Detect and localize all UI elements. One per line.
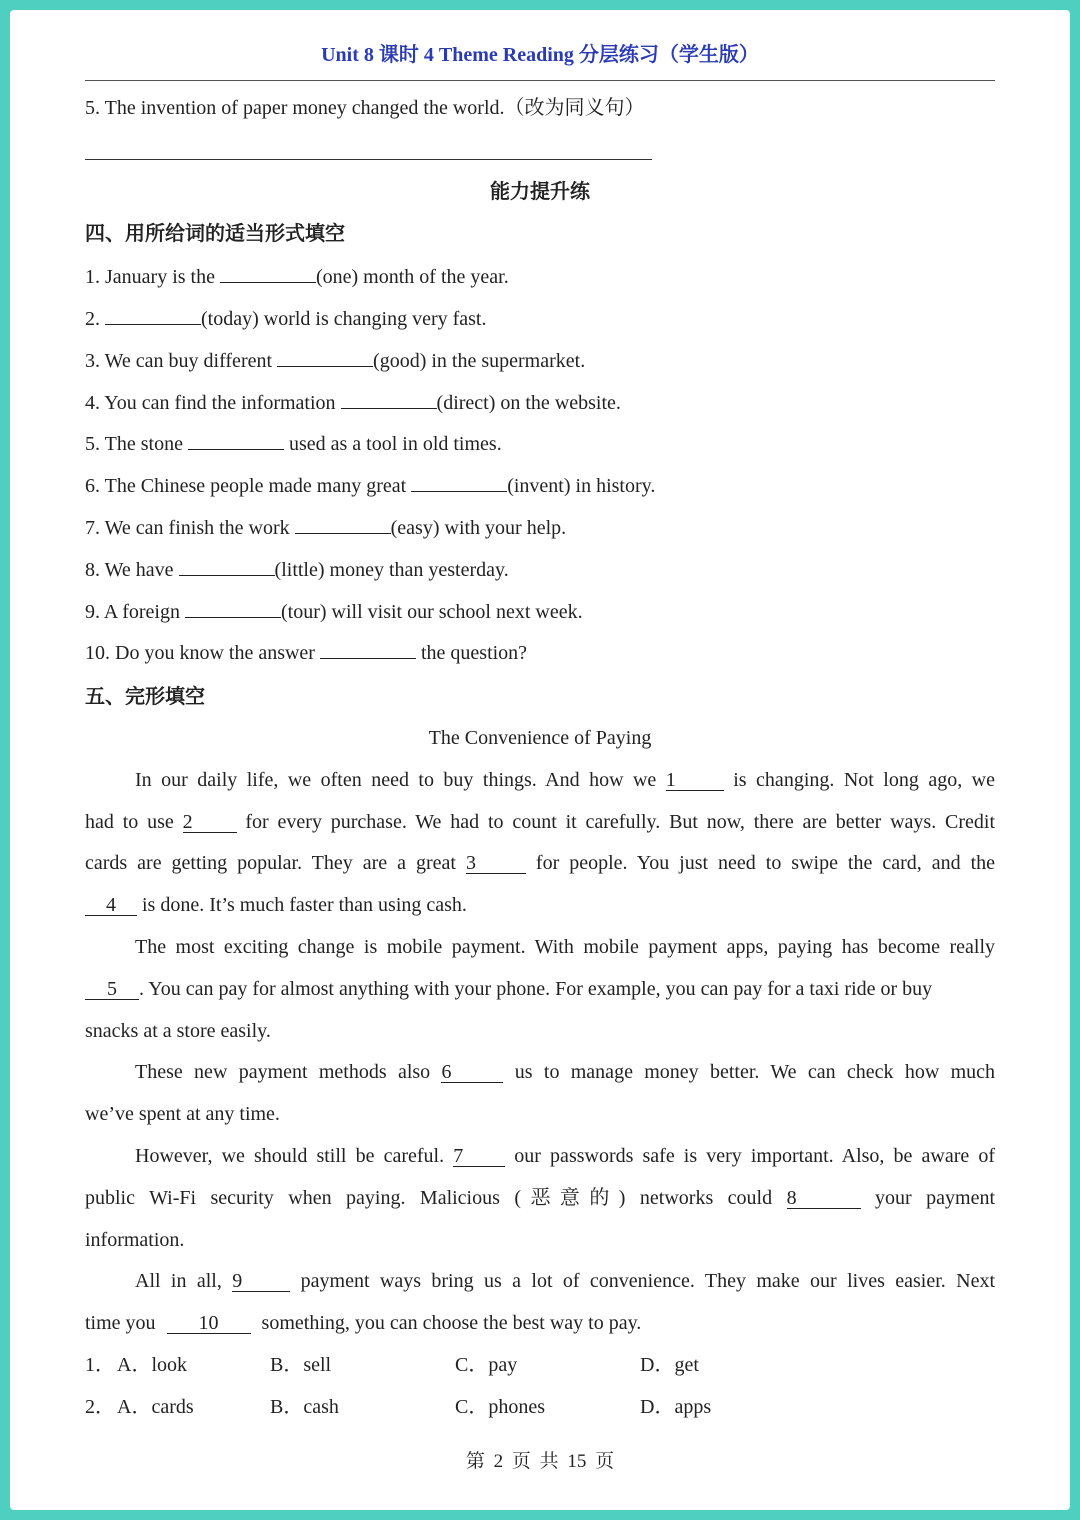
option-number: 1． — [85, 1354, 115, 1376]
option-b[interactable]: B．cash — [270, 1396, 339, 1418]
option-c[interactable]: C．pay — [455, 1354, 518, 1376]
option-number: 2． — [85, 1396, 115, 1418]
cloze-blank-8[interactable]: 8 — [787, 1188, 861, 1209]
header-divider — [85, 80, 995, 81]
passage-line: had to use 2 for every purchase. We had to count it carefully. But now, there are better ways. Credit — [85, 811, 996, 833]
answer-blank[interactable] — [295, 514, 391, 534]
cloze-blank-9[interactable]: 9 — [232, 1271, 290, 1292]
passage-line: These new payment methods also 6 us to manage money better. We can check how much — [135, 1061, 996, 1083]
fill-item-7: 7. We can finish the work (easy) with your help. — [85, 514, 995, 540]
option-d[interactable]: D．get — [640, 1354, 699, 1376]
answer-blank[interactable] — [320, 639, 416, 659]
passage-line: information. — [85, 1229, 185, 1251]
part4-title: 四、用所给词的适当形式填空 — [85, 221, 345, 245]
answer-blank[interactable] — [179, 556, 275, 576]
header-title: Unit 8 课时 4 Theme Reading 分层练习（学生版） — [321, 44, 759, 66]
option-c[interactable]: C．phones — [455, 1396, 545, 1418]
cloze-blank-3[interactable]: 3 — [466, 853, 526, 874]
passage-line: 5 . You can pay for almost anything with your phone. For example, you can pay for a taxi ride or buy — [85, 977, 995, 1001]
cloze-blank-6[interactable]: 6 — [441, 1062, 503, 1083]
passage-line: we’ve spent at any time. — [85, 1103, 280, 1125]
answer-line[interactable] — [85, 159, 652, 160]
part5-title: 五、完形填空 — [85, 684, 205, 708]
rewrite-item: 5. The invention of paper money changed the world.（改为同义句） — [85, 97, 645, 119]
passage-line: snacks at a store easily. — [85, 1020, 271, 1042]
fill-item-5: 5. The stone used as a tool in old times. — [85, 430, 995, 456]
answer-blank[interactable] — [188, 430, 284, 450]
answer-blank[interactable] — [277, 347, 373, 367]
answer-blank[interactable] — [105, 305, 201, 325]
answer-blank[interactable] — [341, 389, 437, 409]
answer-blank[interactable] — [220, 263, 316, 283]
option-a[interactable]: A．look — [117, 1354, 187, 1376]
passage-line: All in all, 9 payment ways bring us a lot of convenience. They make our lives easier. Next — [135, 1270, 996, 1292]
option-b[interactable]: B．sell — [270, 1354, 332, 1376]
passage-line: 4 is done. It’s much faster than using cash. — [85, 893, 995, 917]
section-heading: 能力提升练 — [490, 179, 590, 203]
cloze-blank-7[interactable]: 7 — [453, 1146, 505, 1167]
option-a[interactable]: A．cards — [117, 1396, 194, 1418]
fill-item-2: 2. (today) world is changing very fast. — [85, 305, 995, 331]
fill-item-3: 3. We can buy different (good) in the supermarket. — [85, 347, 995, 373]
cloze-blank-1[interactable]: 1 — [666, 770, 724, 791]
cloze-blank-5[interactable]: 5 — [85, 979, 139, 1000]
passage-line: In our daily life, we often need to buy things. And how we 1 is changing. Not long ago, we — [135, 769, 995, 791]
passage-line: time you 10 something, you can choose the best way to pay. — [85, 1312, 642, 1334]
fill-item-1: 1. January is the (one) month of the year. — [85, 263, 995, 289]
fill-item-6: 6. The Chinese people made many great (invent) in history. — [85, 472, 995, 498]
answer-blank[interactable] — [185, 598, 281, 618]
answer-blank[interactable] — [411, 472, 507, 492]
fill-item-4: 4. You can find the information (direct) on the website. — [85, 389, 995, 415]
passage-line: cards are getting popular. They are a great 3 for people. You just need to swipe the card, and the — [85, 852, 996, 874]
passage-line: public Wi-Fi security when paying. Malicious (恶意的) networks could 8 your payment — [85, 1187, 996, 1209]
cloze-blank-10[interactable]: 10 — [167, 1313, 251, 1334]
cloze-blank-4[interactable]: 4 — [85, 895, 137, 916]
page-footer: 第 2 页 共 15 页 — [465, 1451, 615, 1472]
fill-item-9: 9. A foreign (tour) will visit our school next week. — [85, 598, 995, 624]
option-d[interactable]: D．apps — [640, 1396, 712, 1418]
passage-title: The Convenience of Paying — [428, 727, 652, 749]
cloze-blank-2[interactable]: 2 — [183, 812, 237, 833]
passage-line: However, we should still be careful. 7 our passwords safe is very important. Also, be aware of — [135, 1145, 996, 1167]
passage-line: The most exciting change is mobile payment. With mobile payment apps, paying has become really — [135, 936, 995, 958]
fill-item-8: 8. We have (little) money than yesterday. — [85, 556, 995, 582]
fill-item-10: 10. Do you know the answer the question? — [85, 639, 995, 665]
